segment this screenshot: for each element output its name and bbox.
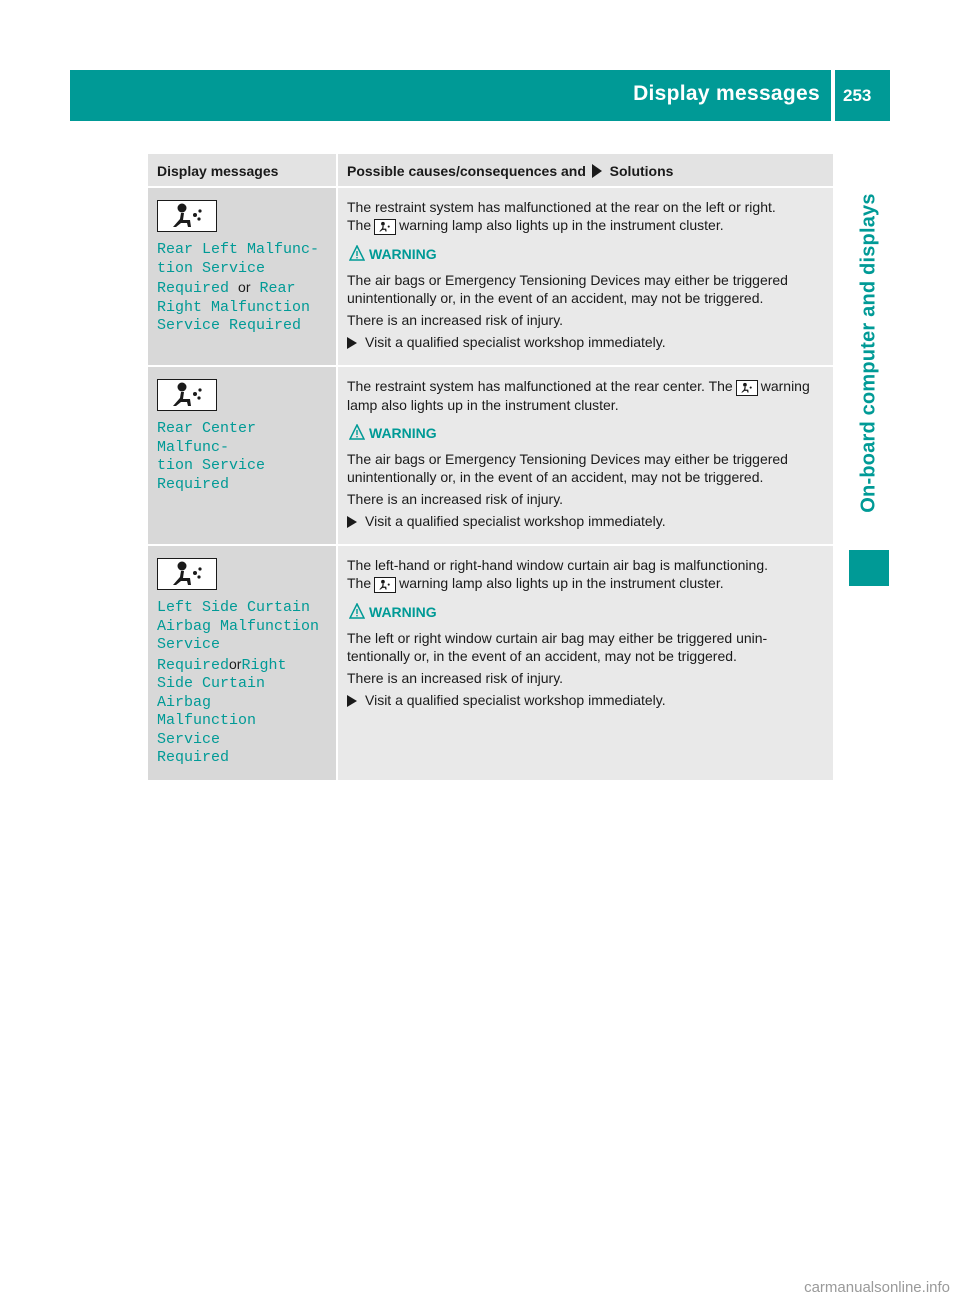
warning-triangle-icon	[349, 424, 365, 440]
arrow-right-icon	[347, 695, 357, 707]
arrow-right-icon	[592, 164, 602, 178]
warning-label: WARNING	[369, 246, 437, 262]
airbag-warning-icon	[157, 379, 217, 411]
display-message-cell	[148, 545, 337, 780]
risk-text: There is an increased risk of injury.	[347, 491, 564, 507]
warning-heading	[369, 424, 825, 442]
action-step	[347, 512, 825, 530]
message-or: or	[238, 279, 251, 295]
action-text: Visit a qualified specialist workshop immediately.	[365, 692, 666, 708]
risk-text: There is an increased risk of injury.	[347, 670, 564, 686]
table-row	[148, 187, 833, 366]
message-right-curtain: Right Side Curtain Airbag Malfunction Service Required	[157, 656, 287, 766]
display-messages-table	[148, 154, 833, 780]
lamp-text-post: warning lamp also lights up in the instrument cluster.	[399, 575, 724, 591]
cause-text: The restraint system has malfunctioned at the rear on the left or right.	[347, 199, 776, 215]
airbag-warning-icon	[157, 200, 217, 232]
message-rear-right: Rear Right Malfunction Service Required	[157, 280, 311, 334]
column-header-causes	[337, 154, 833, 187]
lamp-text-pre: The	[347, 217, 372, 233]
cause-text: The left-hand or right-hand window curtain air bag is malfunctioning.	[347, 557, 769, 573]
page-header	[70, 70, 890, 121]
warning-text: The air bags or Emergency Tensioning Devices may either be triggered unintentionally or, in the event of an accident, may not be triggered.	[347, 272, 788, 306]
message-rear-center: Rear Center Malfunc‐ tion Service Required	[157, 420, 266, 493]
cause-solution-cell	[337, 366, 833, 545]
warning-heading	[369, 245, 825, 263]
action-step	[347, 691, 825, 709]
warning-text: The left or right window curtain air bag may either be triggered unin- tentionally or, in the event of an accident, may not be triggered.	[347, 630, 768, 664]
chapter-label: On-board computer and displays	[857, 192, 880, 513]
cause-text-pre: The restraint system has malfunctioned at the rear center. The	[347, 378, 733, 394]
message-or: or	[229, 655, 242, 672]
message-left-curtain: Left Side Curtain Airbag Malfunction Service Required	[157, 599, 320, 674]
warning-label: WARNING	[369, 425, 437, 441]
arrow-right-icon	[347, 516, 357, 528]
message-rear-left: Rear Left Malfunc‐ tion Service Required	[157, 241, 320, 297]
action-step	[347, 333, 825, 351]
risk-text: There is an increased risk of injury.	[347, 312, 564, 328]
warning-triangle-icon	[349, 603, 365, 619]
airbag-warning-icon	[374, 219, 396, 235]
airbag-warning-icon	[157, 558, 217, 590]
table-header-row	[148, 154, 833, 187]
lamp-text	[347, 574, 825, 593]
lamp-text	[347, 216, 825, 235]
cause-solution-cell	[337, 187, 833, 366]
column-header-causes-suffix: Solutions	[609, 163, 674, 179]
airbag-warning-icon	[736, 380, 758, 396]
column-header-display-messages: Display messages	[148, 154, 337, 187]
display-message-cell	[148, 366, 337, 545]
watermark[interactable]: carmanualsonline.info	[804, 1279, 950, 1296]
chapter-marker	[849, 550, 889, 586]
airbag-warning-icon	[374, 577, 396, 593]
table-row	[148, 545, 833, 780]
page-number: 253	[843, 86, 872, 105]
arrow-right-icon	[347, 337, 357, 349]
warning-label: WARNING	[369, 604, 437, 620]
lamp-text-pre: The	[347, 575, 372, 591]
cause-solution-cell	[337, 545, 833, 780]
column-header-causes-prefix: Possible causes/consequences and	[347, 163, 586, 179]
warning-triangle-icon	[349, 245, 365, 261]
warning-heading	[369, 603, 825, 621]
header-divider	[831, 70, 835, 121]
action-text: Visit a qualified specialist workshop immediately.	[365, 513, 666, 529]
table-row	[148, 366, 833, 545]
cause-text	[347, 377, 825, 414]
warning-text: The air bags or Emergency Tensioning Devices may either be triggered unintentionally or, in the event of an accident, may not be triggered.	[347, 451, 788, 485]
display-message-cell	[148, 187, 337, 366]
action-text: Visit a qualified specialist workshop immediately.	[365, 334, 666, 350]
cause-text-post: warning lamp also lights up in the instrument cluster.	[347, 378, 810, 413]
page-title: Display messages	[633, 82, 820, 105]
lamp-text-post: warning lamp also lights up in the instrument cluster.	[399, 217, 724, 233]
chapter-side-tab	[849, 165, 889, 540]
